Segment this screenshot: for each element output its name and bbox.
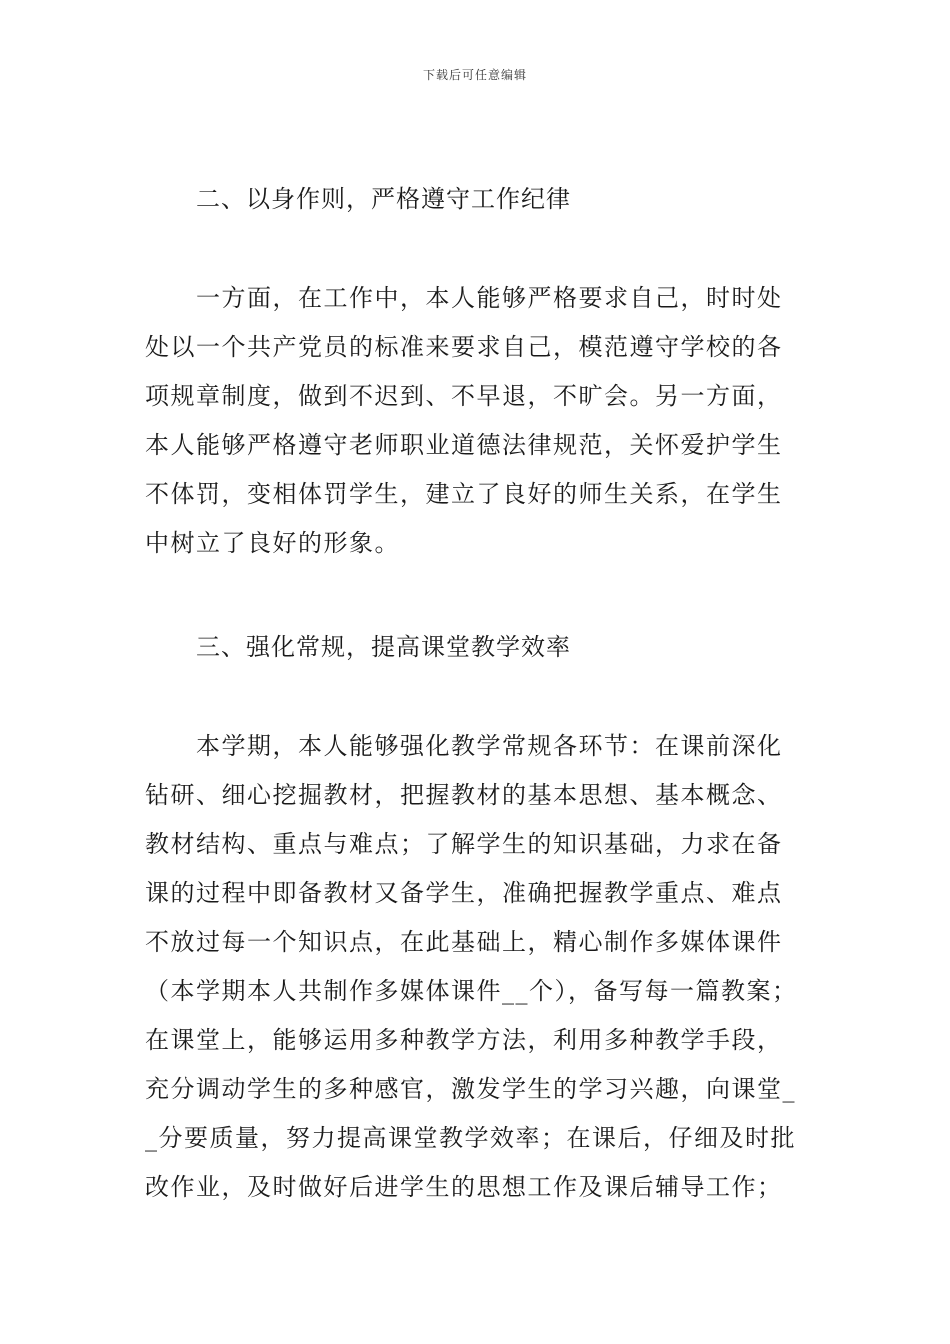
paragraph-line: 课的过程中即备教材又备学生，准确把握教学重点、难点 [145,879,783,907]
paragraph-line: 在课堂上，能够运用多种教学方法，利用多种教学手段， [145,1026,783,1054]
section-heading-3: 三、强化常规，提高课堂教学效率 [196,633,571,661]
section-heading-2: 二、以身作则，严格遵守工作纪律 [196,185,571,213]
section-paragraph-3 [145,722,817,1212]
paragraph-line: 本人能够严格遵守老师职业道德法律规范，关怀爱护学生 [145,431,783,459]
paragraph-line: 改作业，及时做好后进学生的思想工作及课后辅导工作； [145,1173,783,1201]
paragraph-line: （本学期本人共制作多媒体课件__个），备写每一篇教案； [145,977,798,1005]
paragraph-line: 一方面，在工作中，本人能够严格要求自己，时时处 [196,284,783,312]
paragraph-line: 本学期，本人能够强化教学常规各环节：在课前深化 [196,732,783,760]
paragraph-line: 不放过每一个知识点，在此基础上，精心制作多媒体课件 [145,928,783,956]
paragraph-line: 处以一个共产党员的标准来要求自己，模范遵守学校的各 [145,333,783,361]
paragraph-line: 钻研、细心挖掘教材，把握教材的基本思想、基本概念、 [145,781,783,809]
header-note: 下载后可任意编辑 [422,68,527,82]
paragraph-line: _分要质量，努力提高课堂教学效率；在课后，仔细及时批 [145,1124,796,1152]
paragraph-line: 中树立了良好的形象。 [145,529,400,557]
paragraph-line: 项规章制度，做到不迟到、不早退，不旷会。另一方面， [145,382,783,410]
paragraph-line: 不体罚，变相体罚学生，建立了良好的师生关系，在学生 [145,480,783,508]
paragraph-line: 教材结构、重点与难点；了解学生的知识基础，力求在备 [145,830,783,858]
paragraph-line: 充分调动学生的多种感官，激发学生的学习兴趣，向课堂_ [145,1075,796,1103]
section-paragraph-2 [145,274,817,568]
